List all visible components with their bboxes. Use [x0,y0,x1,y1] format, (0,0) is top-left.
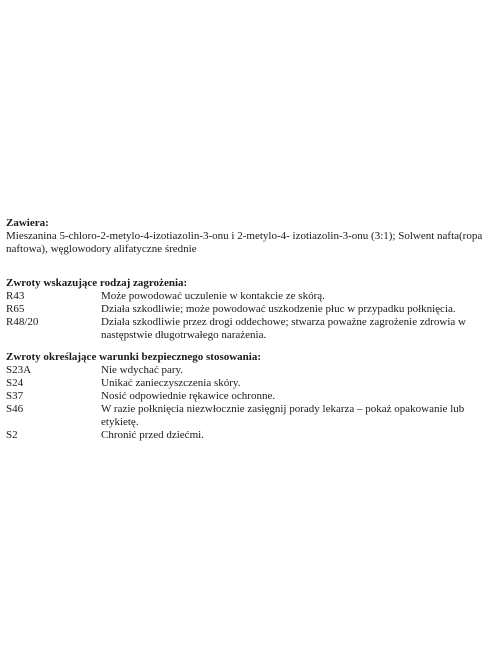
risk-phrase-code: R65 [6,303,25,315]
safety-phrase-text: Nosić odpowiednie rękawice ochronne. [101,390,276,402]
risk-phrase-text: Działa szkodliwie; może powodować uszkodzenie płuc w przypadku połknięcia. [101,303,456,315]
safety-phrase-code: S2 [6,429,18,441]
safety-phrase-code: S24 [6,377,24,389]
safety-phrase-text: Nie wdychać pary. [101,364,184,376]
safety-phrase-code: S46 [6,403,24,415]
risk-phrase-text: Działa szkodliwie przez drogi oddechowe; stwarza poważne zagrożenie zdrowia w następstwie długotrwałego narażenia. [101,316,466,341]
contains-text: Mieszanina 5-chloro-2-metylo-4-izotiazolin-3-onu i 2-metylo-4- izotiazolin-3-onu (3:1); Solwent nafta(ropa naftowa), węglowodory alifatyczne średnie [6,230,483,255]
risk-phrases-heading: Zwroty wskazujące rodzaj zagrożenia: [6,277,188,289]
risk-phrase-code: R43 [6,290,25,302]
safety-phrase-row [6,364,494,377]
safety-phrases-heading: Zwroty określające warunki bezpiecznego stosowania: [6,351,262,363]
risk-phrase-row [6,290,494,303]
safety-phrase-row [6,429,494,442]
safety-phrase-row [6,390,494,403]
risk-phrases-section [6,277,494,342]
contains-heading: Zawiera: [6,217,49,229]
risk-phrase-text: Może powodować uczulenie w kontakcie ze skórą. [101,290,325,302]
safety-phrase-text: W razie połknięcia niezwłocznie zasięgnij porady lekarza – pokaż opakowanie lub etykietę. [101,403,465,428]
safety-phrase-row [6,403,494,429]
safety-phrase-text: Chronić przed dziećmi. [101,429,204,441]
safety-phrase-row [6,377,494,390]
safety-phrases-section [6,351,494,442]
safety-phrase-text: Unikać zanieczyszczenia skóry. [101,377,241,389]
safety-phrase-code: S23A [6,364,32,376]
risk-phrase-code: R48/20 [6,316,39,328]
risk-phrase-row [6,316,494,342]
safety-phrase-code: S37 [6,390,24,402]
safety-label-document [6,217,494,451]
contains-section [6,217,494,256]
risk-phrase-row [6,303,494,316]
